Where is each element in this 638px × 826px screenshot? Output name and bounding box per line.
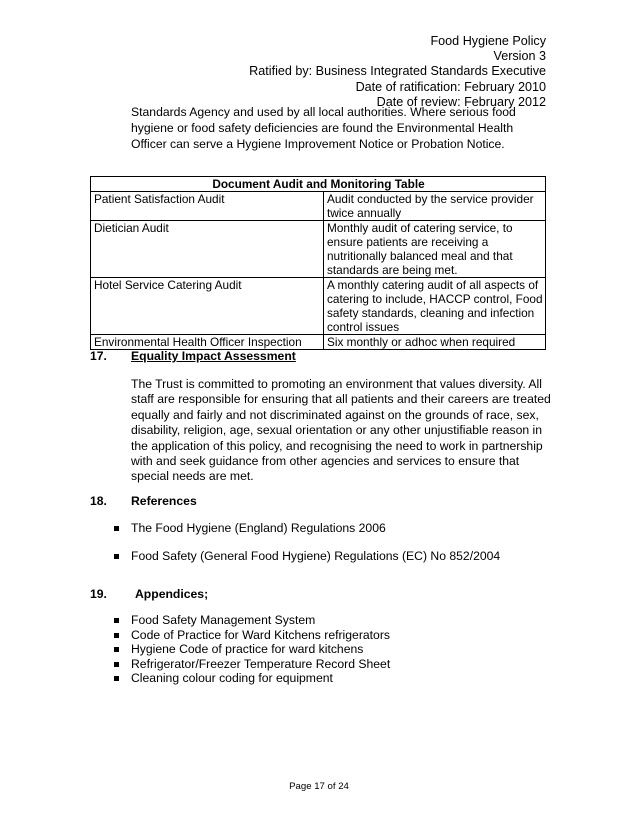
list-item-text: Cleaning colour coding for equipment — [131, 671, 333, 686]
list-item-text: Refrigerator/Freezer Temperature Record Sheet — [131, 656, 391, 671]
list-item — [112, 521, 500, 536]
bullet-icon — [114, 647, 119, 652]
audit-detail-cell: A monthly catering audit of all aspects of catering to include, HACCP control, Food safety standards, cleaning and infection control issues — [324, 278, 546, 335]
audit-name-cell: Hotel Service Catering Audit — [91, 278, 324, 335]
audit-detail-cell: Audit conducted by the service provider twice annually — [324, 192, 546, 221]
header-ratified-by: Ratified by: Business Integrated Standards Executive — [249, 64, 546, 79]
audit-name-cell: Patient Satisfaction Audit — [91, 192, 324, 221]
table-row — [91, 278, 546, 335]
section-title: References — [131, 494, 197, 508]
section-number: 18. — [90, 494, 107, 508]
list-item-text: Food Safety Management System — [131, 613, 316, 627]
list-item — [112, 642, 390, 657]
list-item-text: The Food Hygiene (England) Regulations 2006 — [131, 521, 386, 535]
list-item — [112, 549, 500, 564]
list-item-text: Code of Practice for Ward Kitchens refrigerators — [131, 627, 390, 642]
audit-name-cell: Dietician Audit — [91, 221, 324, 278]
bullet-icon — [114, 526, 119, 531]
table-row — [91, 221, 546, 278]
list-item-text: Hygiene Code of practice for ward kitchens — [131, 642, 364, 657]
list-item — [112, 657, 390, 672]
section-number: 17. — [90, 349, 107, 363]
audit-monitoring-table — [90, 176, 546, 350]
bullet-icon — [114, 618, 119, 623]
references-list — [112, 521, 500, 577]
bullet-icon — [114, 662, 119, 667]
table-row — [91, 192, 546, 221]
list-item — [112, 628, 390, 643]
audit-name-cell: Environmental Health Officer Inspection — [91, 335, 324, 350]
audit-detail-cell: Monthly audit of catering service, to ensure patients are receiving a nutritionally balanced meal and that standards are being met. — [324, 221, 546, 278]
section-title: Equality Impact Assessment — [131, 349, 296, 363]
bullet-icon — [114, 633, 119, 638]
bullet-icon — [114, 554, 119, 559]
header-date-ratification: Date of ratification: February 2010 — [355, 79, 546, 94]
intro-paragraph: Standards Agency and used by all local authorities. Where serious food hygiene or food safety deficiencies are found the Environmental Health Officer can serve a Hygiene Improvement Notice or Probation Notice. — [131, 105, 516, 151]
appendices-list — [112, 613, 390, 686]
header-title: Food Hygiene Policy — [430, 34, 546, 48]
table-row — [91, 335, 546, 350]
section-17-heading — [90, 349, 296, 363]
page-footer: Page 17 of 24 — [289, 781, 349, 792]
section-19-heading — [90, 587, 208, 601]
header-version: Version 3 — [493, 49, 546, 64]
bullet-icon — [114, 676, 119, 681]
section-18-heading — [90, 494, 197, 508]
section-number: 19. — [90, 587, 107, 601]
header-date-review: Date of review: February 2012 — [376, 94, 546, 109]
equality-paragraph: The Trust is committed to promoting an environment that values diversity. All staff are responsible for ensuring that all patients and their careers are treated equally and fairly and not discriminated against on the grounds of race, sex, disability, religion, age, sexual orientation or any other unjustifiable reason in the application of this policy, and recognising the need to work in partnership with and seek guidance from other agencies and services to ensure that special needs are met. — [131, 377, 551, 484]
document-header — [249, 34, 546, 110]
list-item-text: Food Safety (General Food Hygiene) Regulations (EC) No 852/2004 — [131, 549, 501, 563]
audit-detail-cell: Six monthly or adhoc when required — [324, 335, 546, 350]
list-item — [112, 671, 390, 686]
list-item — [112, 613, 390, 628]
table-title: Document Audit and Monitoring Table — [91, 177, 546, 192]
section-title: Appendices; — [135, 587, 209, 601]
